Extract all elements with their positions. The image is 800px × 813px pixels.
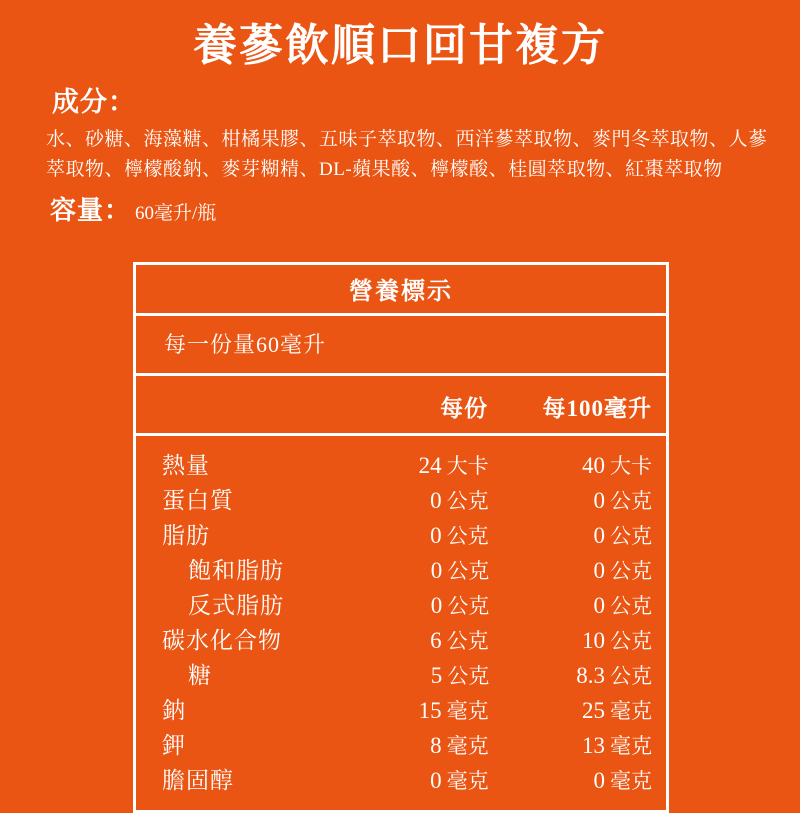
nutrient-name: 碳水化合物 (162, 628, 282, 653)
value-number: 0 (593, 558, 606, 583)
table-row (136, 446, 666, 481)
table-row (136, 586, 666, 621)
value-unit: 大卡 (610, 454, 652, 478)
value-number: 10 (582, 628, 605, 653)
column-header-name (136, 390, 340, 423)
table-row (136, 621, 666, 656)
nutrient-name: 糖 (188, 663, 212, 688)
value-number: 0 (430, 488, 442, 513)
value-unit: 毫克 (446, 734, 489, 758)
table-row (136, 656, 666, 691)
value-number: 40 (582, 453, 605, 478)
value-number: 0 (430, 593, 443, 618)
table-row (136, 516, 666, 551)
value-unit: 公克 (610, 559, 653, 583)
nutrient-per-serving (341, 730, 502, 760)
value-unit: 毫克 (610, 699, 652, 723)
nutrient-per-serving (342, 555, 503, 585)
nutrition-table-title: 營養標示 (136, 265, 666, 316)
nutrient-per-serving (341, 695, 502, 725)
nutrient-per-100ml (503, 590, 666, 620)
nutrient-per-serving (341, 625, 502, 655)
column-header-per-serving: 每份 (440, 396, 489, 421)
nutrient-per-100ml (503, 520, 666, 550)
page-title: 養蔘飲順口回甘複方 (193, 21, 607, 70)
value-unit: 公克 (447, 594, 490, 618)
value-unit: 公克 (446, 524, 489, 548)
column-header-per-100ml: 每100毫升 (542, 396, 652, 421)
value-unit: 公克 (447, 664, 490, 688)
value-number: 15 (418, 698, 442, 723)
value-unit: 大卡 (446, 454, 489, 478)
nutrient-per-serving (341, 520, 502, 550)
volume-value: 60毫升/瓶 (135, 203, 217, 225)
value-unit: 公克 (610, 664, 653, 688)
nutrient-name: 膽固醇 (162, 768, 234, 793)
volume-row (50, 190, 800, 227)
value-unit: 毫克 (446, 699, 489, 723)
nutrient-per-100ml (503, 765, 666, 795)
value-unit: 公克 (446, 489, 489, 513)
value-number: 0 (593, 523, 605, 548)
nutrient-per-100ml (503, 485, 666, 515)
value-unit: 公克 (610, 594, 653, 618)
nutrient-name: 反式脂肪 (188, 593, 284, 618)
value-number: 0 (593, 488, 605, 513)
nutrient-per-serving (341, 450, 502, 480)
nutrient-per-serving (341, 765, 502, 795)
table-row (136, 551, 666, 586)
nutrient-per-100ml (503, 660, 666, 690)
value-number: 0 (593, 593, 606, 618)
table-row (136, 726, 666, 761)
value-unit: 公克 (447, 559, 490, 583)
value-number: 0 (430, 768, 442, 793)
nutrient-per-100ml (503, 730, 666, 760)
table-row (136, 481, 666, 516)
value-number: 8 (430, 733, 442, 758)
value-number: 6 (430, 628, 442, 653)
nutrient-name: 飽和脂肪 (188, 558, 284, 583)
value-unit: 毫克 (610, 769, 652, 793)
value-unit: 公克 (446, 629, 489, 653)
nutrition-table (133, 262, 669, 813)
nutrient-name: 脂肪 (162, 523, 210, 548)
nutrient-name: 蛋白質 (162, 488, 234, 513)
value-number: 0 (593, 768, 605, 793)
nutrient-name: 熱量 (162, 453, 210, 478)
ingredients-label: 成分： (52, 87, 136, 118)
nutrient-per-100ml (503, 695, 666, 725)
nutrient-per-100ml (503, 555, 666, 585)
value-unit: 毫克 (610, 734, 652, 758)
ingredients-text: 水、砂糖、海藻糖、柑橘果膠、五味子萃取物、西洋蔘萃取物、麥門冬萃取物、人蔘萃取物、檸檬酸鈉、麥芽糊精、DL-蘋果酸、檸檬酸、桂圓萃取物、紅棗萃取物 (46, 129, 768, 180)
nutrient-per-serving (342, 660, 503, 690)
nutrition-column-headers (136, 376, 666, 436)
nutrient-per-serving (341, 485, 502, 515)
value-unit: 公克 (610, 489, 652, 513)
nutrient-per-serving (342, 590, 503, 620)
value-number: 0 (430, 558, 443, 583)
table-row (136, 691, 666, 726)
volume-label: 容量： (50, 196, 132, 226)
nutrient-name: 鉀 (162, 733, 186, 758)
nutrient-name: 鈉 (162, 698, 186, 723)
value-number: 13 (582, 733, 605, 758)
value-number: 8.3 (576, 663, 606, 688)
table-row (136, 761, 666, 796)
value-number: 5 (430, 663, 443, 688)
serving-size: 每一份量60毫升 (136, 316, 666, 376)
nutrition-rows (136, 436, 666, 810)
value-number: 0 (430, 523, 442, 548)
nutrient-per-100ml (503, 450, 666, 480)
value-number: 25 (582, 698, 605, 723)
value-unit: 公克 (610, 524, 652, 548)
value-unit: 公克 (610, 629, 652, 653)
value-unit: 毫克 (446, 769, 489, 793)
nutrient-per-100ml (503, 625, 666, 655)
value-number: 24 (418, 453, 442, 478)
